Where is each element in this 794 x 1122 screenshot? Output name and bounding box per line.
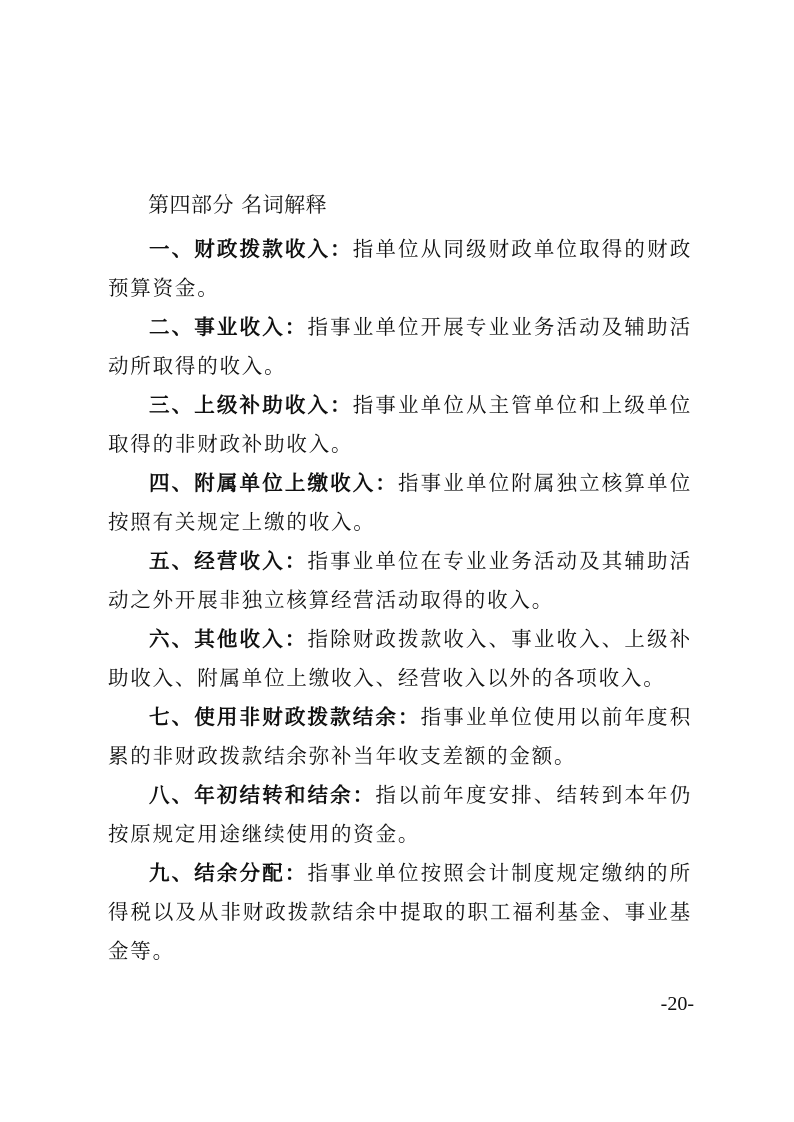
glossary-definition: 指事业单位开展专业业务活动及辅助活动所取得的收入。 bbox=[108, 315, 692, 378]
glossary-term: 六、其他收入： bbox=[149, 627, 308, 651]
glossary-entry bbox=[108, 542, 692, 620]
glossary-definition: 指事业单位在专业业务活动及其辅助活动之外开展非独立核算经营活动取得的收入。 bbox=[108, 549, 692, 612]
glossary-term: 七、使用非财政拨款结余： bbox=[149, 705, 421, 729]
glossary-term: 九、结余分配： bbox=[149, 861, 308, 885]
glossary-definition: 指除财政拨款收入、事业收入、上级补助收入、附属单位上缴收入、经营收入以外的各项收入。 bbox=[108, 627, 692, 690]
glossary-definition: 指以前年度安排、结转到本年仍按原规定用途继续使用的资金。 bbox=[108, 783, 692, 846]
glossary-definition: 指单位从同级财政单位取得的财政预算资金。 bbox=[108, 237, 693, 300]
glossary-term: 五、经营收入： bbox=[149, 549, 308, 573]
glossary-term: 一、财政拨款收入： bbox=[149, 237, 353, 261]
glossary-entry bbox=[108, 698, 692, 776]
glossary-entry bbox=[108, 854, 692, 971]
glossary-definition: 指事业单位按照会计制度规定缴纳的所得税以及从非财政拨款结余中提取的职工福利基金、事业基金等。 bbox=[108, 861, 692, 963]
glossary-term: 三、上级补助收入： bbox=[149, 393, 353, 417]
glossary-term: 八、年初结转和结余： bbox=[149, 783, 376, 807]
glossary-entry bbox=[108, 230, 692, 308]
glossary-definition: 指事业单位附属独立核算单位按照有关规定上缴的收入。 bbox=[108, 471, 692, 534]
glossary-definition: 指事业单位从主管单位和上级单位取得的非财政补助收入。 bbox=[108, 393, 693, 456]
page-number: -20- bbox=[660, 993, 694, 1015]
glossary-term: 二、事业收入： bbox=[149, 315, 308, 339]
glossary-entry bbox=[108, 308, 692, 386]
glossary-definition: 指事业单位使用以前年度积累的非财政拨款结余弥补当年收支差额的金额。 bbox=[108, 705, 692, 768]
glossary-term: 四、附属单位上缴收入： bbox=[149, 471, 399, 495]
glossary-list bbox=[108, 230, 692, 971]
glossary-entry bbox=[108, 464, 692, 542]
glossary-entry bbox=[108, 776, 692, 854]
section-title: 第四部分 名词解释 bbox=[148, 193, 328, 217]
glossary-entry bbox=[108, 620, 692, 698]
glossary-entry bbox=[108, 386, 692, 464]
